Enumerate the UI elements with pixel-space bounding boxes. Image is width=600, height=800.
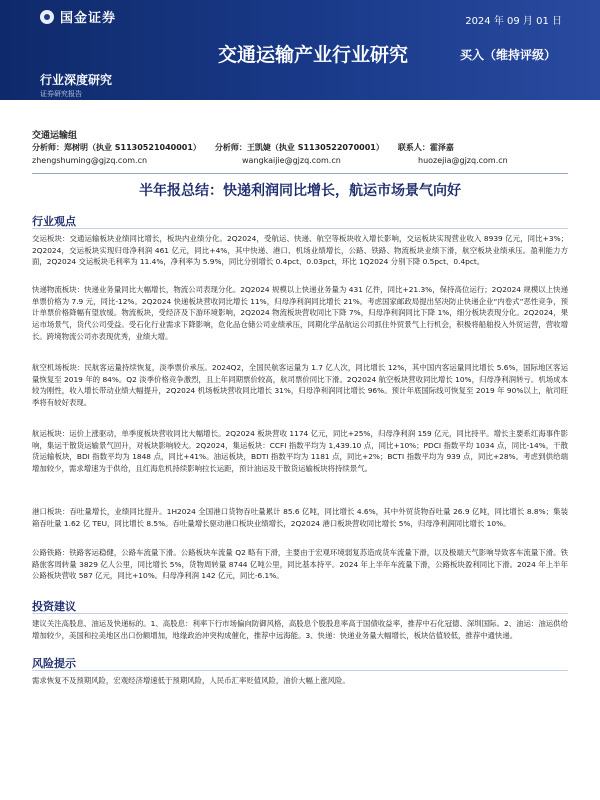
paragraph-investment: 建议关注高股息、油运及快递标的。1、高股息：利率下行市场偏向防御风格，高股息个股股息率高于国债收益率，推荐中石化冠德、深圳国际。2、油运：油运供给增加较少，美国和拉美地区出口份额增加，地缘政治冲突构成催化，推荐中远海能。3、快递：快递业务量大幅增长，板块估值较低，推荐中通快递。 [32, 619, 568, 640]
analyst-row [32, 142, 572, 153]
logo-mark-icon [40, 10, 54, 24]
paragraph-express: 快递物流板块：快递业务量同比大幅增长，物流公司表现分化。2Q2024 规模以上快递业务量为 431 亿件，同比+21.3%，保持高位运行；2Q2024 规模以上快递单票价格为 7.9 元，同比-12%。2Q2024 快递板块营收同比增长 11%，归母净利润同比增长 21%。考虑国家邮政局提出坚决防止快递企业“内卷式”恶性竞争，预计单票价格降幅有望放缓。物流板块，受经济及下游环境影响，2Q2024 物流板块营收同比下降 7%，归母净利润同比下降 1%，细分板块表现分化。2Q2024，果运市场景气，货代公司受益。受石化行业需求下降影响，危化品仓储公司业绩承压，同期化学品航运公司抓住外贸景气上行机会，积极将船舶投入外贸运营，营收增长。跨境物流公司亦表现优秀，业绩大增。 [32, 285, 568, 341]
divider [32, 173, 568, 174]
report-type: 行业深度研究 [40, 73, 113, 87]
report-title: 交通运输产业行业研究 [218, 44, 409, 66]
email-link-1[interactable]: zhengshuming@gjzq.com.cn [32, 156, 148, 165]
rating-badge: 买入（维持评级） [459, 48, 556, 62]
paragraph-transport: 交运板块：交通运输板块业绩同比增长，板块内业绩分化。2Q2024，受航运、快递、航空等板块收入增长影响，交运板块实现营业收入 8939 亿元，同比+3%；2Q2024，交运板块实现归母净利润 461 亿元，同比+4%，其中快递、港口、机场业绩增长，公路、铁路、物流板块业绩下滑，航空板块业绩承压。盈利能力方面，2Q2024 交运板块毛利率为 11.4%，净利率为 5.9%，同比分别增长 0.4pct、0.03pct，环比 1Q2024 分别下降 0.5pct、0.4pct。 [32, 234, 568, 267]
paragraph-port: 港口板块：吞吐量增长，业绩同比提升。1H2024 全国港口货物吞吐量累计 85.6 亿吨，同比增长 4.6%，其中外贸货物吞吐量 26.9 亿吨，同比增长 8.8%；集装箱吞吐量 1.62 亿 TEU，同比增长 8.5%。吞吐量增长驱动港口板块业绩增长，2Q2024 港口板块营收同比增长 5%，归母净利润同比增长 10%。 [32, 507, 568, 528]
report-headline: 半年报总结：快递利润同比增长，航运市场景气向好 [139, 183, 461, 199]
paragraph-shipping: 航运板块：运价上涨驱动，单季度板块营收同比大幅增长。2Q2024 板块营收 1174 亿元，同比+25%，归母净利润 159 亿元，同比持平。增长主要系红海事件影响，集运干散货运输景气回升，对板块影响较大。2Q2024，集运板块：CCFI 指数平均为 1,439.10 点，同比+10%；PDCI 指数平均 1034 点，同比-14%，干散货运输板块，BDI 指数平均为 1848 点，同比+41%。油运板块，BDTI 指数平均为 1181 点，同比+2%；BCTI 指数平均为 939 点，同比+28%。考虑到供给端增加较少，需求增速为于供给，且红海危机持续影响拉长运距，预计油运及干散货运输板块将持续景气。 [32, 429, 568, 474]
analyst-1: 分析师：郑树明（执业 S1130521040001） [32, 143, 201, 152]
section-divider [32, 670, 568, 671]
email-link-3[interactable]: huozejia@gjzq.com.cn [418, 156, 508, 165]
email-link-2[interactable]: wangkaijie@gjzq.com.cn [242, 156, 341, 165]
paragraph-highway-rail: 公路铁路：铁路客运稳健，公路车流量下滑。公路板块车流量 Q2 略有下滑，主要由于宏观环境弱复苏造成货车流量下滑，以及极端天气影响导致客车流量下滑。铁路旅客周转量 3829 亿人公里，同比增长 5%，货物周转量 8744 亿吨公里，同比基本持平。2024 年上半年车流量下滑，公路板块盈利同比下滑。2024 年上半年公路板块营收 587 亿元，同比+10%。归母净利润 142 亿元，同比-6.1%。 [32, 548, 568, 581]
header-band [0, 0, 600, 100]
logo-text: 国金证券 [60, 11, 117, 26]
analyst-2: 分析师：王凯婕（执业 S1130522070001） [214, 143, 384, 152]
report-subtype: 证券研究报告 [40, 90, 82, 98]
paragraph-risk: 需求恢复不及预期风险，宏观经济增速低于预期风险，人民币汇率贬值风险，油价大幅上涨风险。 [32, 676, 350, 685]
paragraph-aviation: 航空机场板块：民航客运量持续恢复，淡季票价承压。2024Q2，全国民航客运量为 1.7 亿人次，同比增长 12%，其中国内客运量同比增长 5.6%，国际地区客运量恢复至 2019 年的 84%。Q2 淡季价格竞争激烈，且上年同期票价较高，航司票价同比下滑。2Q2024 航空板块营收同比增长 10%，归母净利润转亏。机场成本较为刚性，收入增长带动业绩大幅提升，2Q2024 机场板块营收同比增长 31%，归母净利润同比增长 96%。预计年底国际线可恢复至 2019 年 90%以上，航司旺季将有较好表现。 [32, 363, 568, 408]
section-title-viewpoint: 行业观点 [32, 215, 76, 228]
email-row [32, 156, 572, 165]
team-name: 交通运输组 [32, 131, 78, 141]
section-title-risk: 风险提示 [32, 657, 76, 670]
section-divider [32, 228, 568, 229]
section-divider [32, 613, 568, 614]
brand-logo [40, 7, 116, 26]
analyst-block [32, 142, 572, 165]
contact-person: 联系人：霍泽嘉 [397, 143, 454, 152]
section-title-investment: 投资建议 [32, 600, 76, 613]
report-date: 2024 年 09 月 01 日 [465, 16, 562, 27]
